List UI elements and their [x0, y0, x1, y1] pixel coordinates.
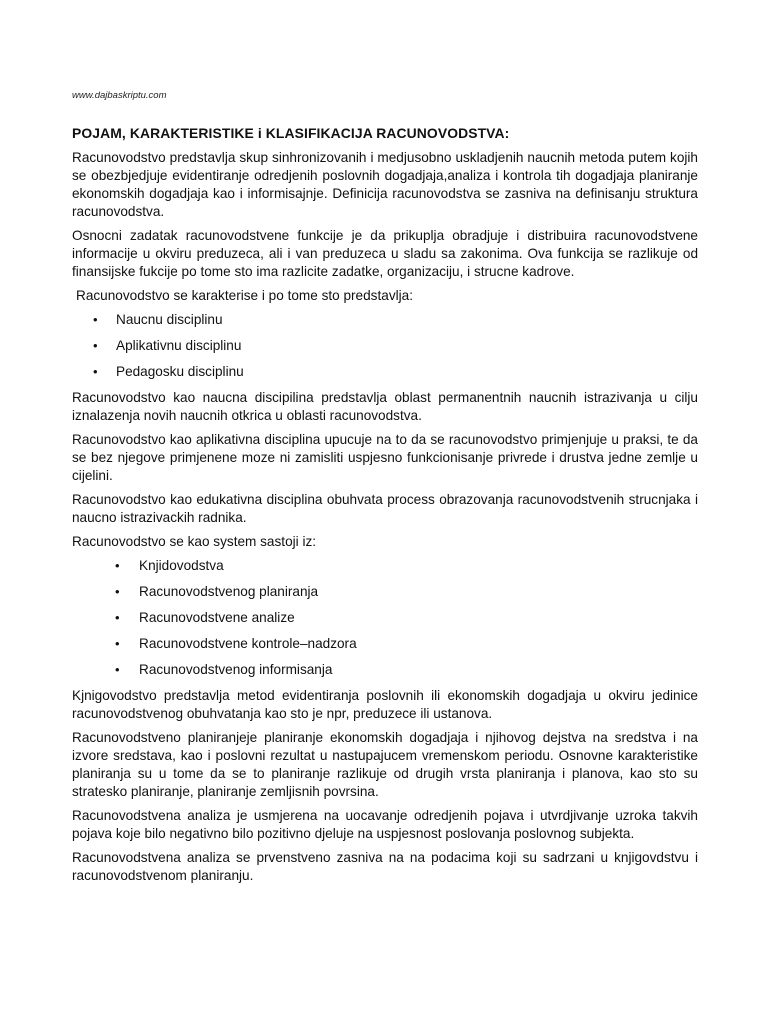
list-item	[72, 363, 698, 381]
bullet-icon: •	[115, 636, 120, 651]
bullet-icon: •	[115, 558, 120, 573]
list-item-text: Racunovodstvene kontrole–nadzora	[139, 636, 357, 651]
paragraph-definition: Racunovodstvo predstavlja skup sinhronizovanih i medjusobno uskladjenih naucnih metoda putem kojih se obezbjedjuje evidentiranje odredjenih poslovnih dogadjaja,analiza i kontrola tih dogadjaja planiranje ekonomskih dogadjaja kao i informisajnje. Definicija racunovodstva se zasniva na definisanju struktura racunovodstva.	[72, 150, 698, 219]
list-item	[72, 635, 698, 653]
system-components-list	[72, 557, 698, 679]
bullet-icon: •	[115, 584, 120, 599]
list-item-text: Racunovodstvenog informisanja	[139, 662, 333, 677]
list-item-text: Naucnu disciplinu	[116, 312, 223, 327]
paragraph-system-intro: Racunovodstvo se kao system sastoji iz:	[72, 534, 317, 549]
bullet-icon: •	[93, 312, 98, 327]
paragraph-characteristics-intro: Racunovodstvo se karakterise i po tome sto predstavlja:	[76, 288, 413, 303]
list-item-text: Racunovodstvene analize	[139, 610, 295, 625]
list-item	[72, 609, 698, 627]
source-url: www.dajbaskriptu.com	[72, 90, 167, 101]
list-item-text: Aplikativnu disciplinu	[116, 338, 242, 353]
paragraph-bookkeeping: Kjnigovodstvo predstavlja metod evidentiranja poslovnih ili ekonomskih dogadjaja u okviru jedinice racunovodstvenog obuhvatanja kao sto je npr, preduzece ili ustanova.	[72, 688, 698, 721]
document-title: POJAM, KARAKTERISTIKE i KLASIFIKACIJA RACUNOVODSTVA:	[72, 125, 510, 141]
list-item	[72, 311, 698, 329]
paragraph-analysis-basis: Racunovodstvena analiza se prvenstveno zasniva na na podacima koji su sadrzani u knjigovdstvu i racunovodstvenom planiranju.	[72, 850, 698, 883]
paragraph-educational: Racunovodstvo kao edukativna disciplina obuhvata process obrazovanja racunovodstvenih strucnjaka i naucno istrazivackih radnika.	[72, 492, 698, 525]
paragraph-analysis: Racunovodstvena analiza je usmjerena na uocavanje odredjenih pojava i utvrdjivanje uzroka takvih pojava koje bilo negativno bilo pozitivno djeluje na uspjesnost poslovanja poslovnog subjekta.	[72, 808, 698, 841]
bullet-icon: •	[115, 610, 120, 625]
list-item	[72, 661, 698, 679]
list-item-text: Racunovodstvenog planiranja	[139, 584, 319, 599]
document-body	[72, 124, 698, 891]
bullet-icon: •	[93, 364, 98, 379]
bullet-icon: •	[115, 662, 120, 677]
paragraph-scientific: Racunovodstvo kao naucna discipilina predstavlja oblast permanentnih naucnih istrazivanja u cilju iznalazenja novih naucnih otkrica u oblasti racunovodstva.	[72, 390, 698, 423]
bullet-icon: •	[93, 338, 98, 353]
characteristics-list	[72, 311, 698, 381]
list-item-text: Pedagosku disciplinu	[116, 364, 244, 379]
paragraph-planning: Racunovodstveno planiranjeje planiranje ekonomskih dogadjaja i njihovog dejstva na sredstva i na izvore sredstava, kao i poslovni rezultat u nastupajucem vremenskom periodu. Osnovne karakteristike planiranja su u tome da se to planiranje razlikuje od drugih vrsta planiranja i planova, kao sto su stratesko planiranje, planiranje zemljisnih povrsina.	[72, 730, 698, 799]
list-item-text: Knjidovodstva	[139, 558, 224, 573]
paragraph-applicative: Racunovodstvo kao aplikativna disciplina upucuje na to da se racunovodstvo primjenjuje u praksi, te da se bez njegove primjenene moze ni zamisliti uspjesno funkcionisanje privrede i drustva jedne zemlje u cijelini.	[72, 432, 698, 483]
paragraph-main-task: Osnocni zadatak racunovodstvene funkcije je da prikuplja obradjuje i distribuira racunovodstvene informacije u okviru preduzeca, ali i van preduzeca u sladu sa zakonima. Ova funkcija se razlikuje od finansijske fukcije po tome sto ima razlicite zadatke, organizaciju, i strucne kadrove.	[72, 228, 698, 279]
list-item	[72, 557, 698, 575]
list-item	[72, 337, 698, 355]
list-item	[72, 583, 698, 601]
